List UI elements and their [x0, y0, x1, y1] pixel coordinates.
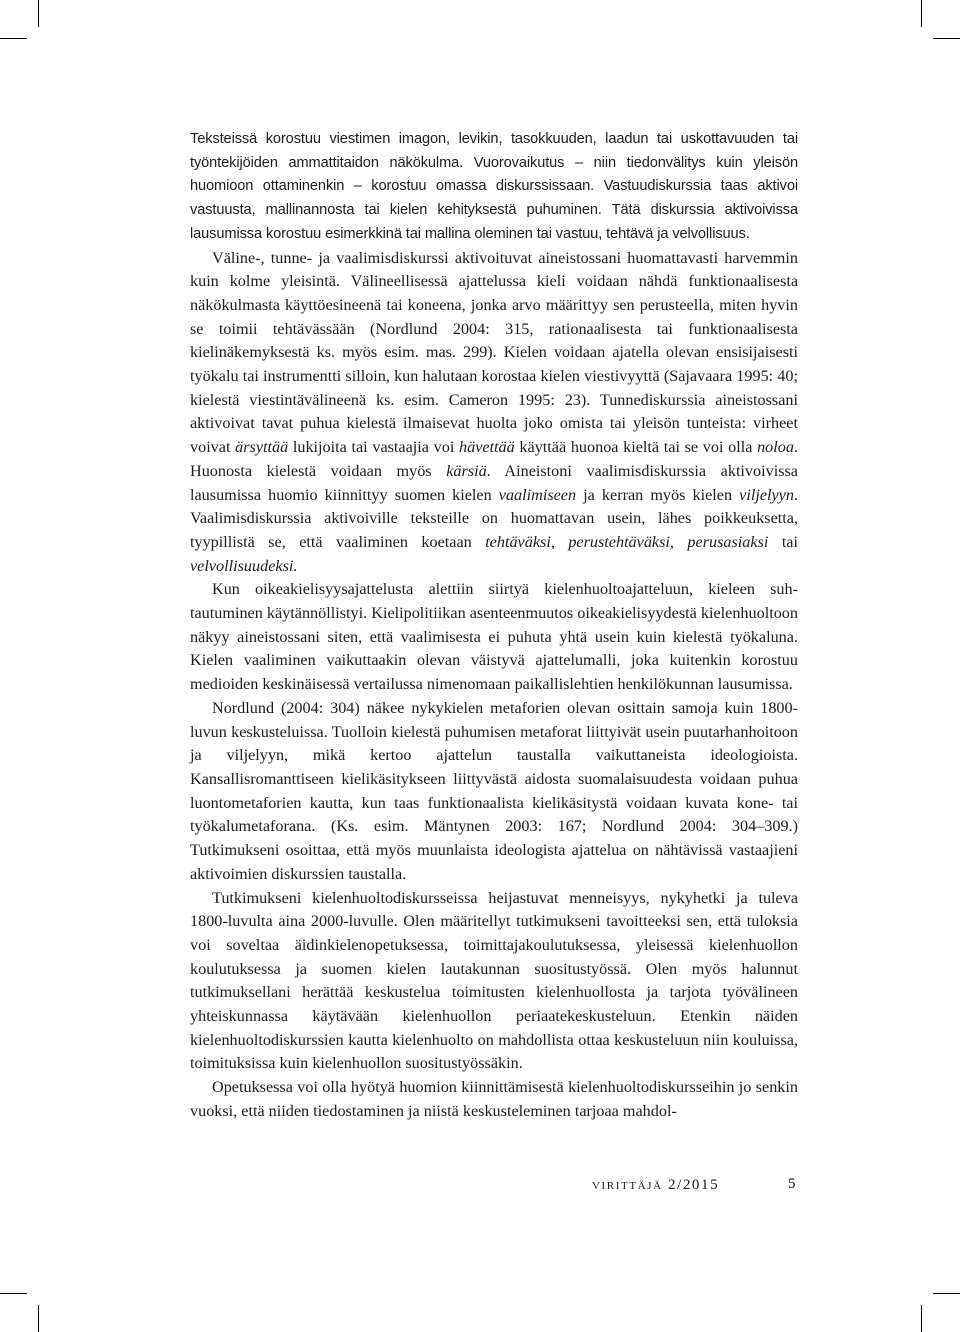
page-number: 5	[788, 1176, 796, 1192]
crop-mark-top-right-h	[933, 38, 960, 39]
italic-text: hävettää	[459, 438, 515, 457]
text-run: käyttää huonoa kieltä tai se voi olla	[514, 438, 758, 457]
crop-mark-bottom-right-h	[933, 1293, 960, 1294]
italic-text: kärsiä	[446, 461, 487, 480]
text-run: Nordlund (2004: 304) näkee nykykielen metaforien olevan osittain samoja kuin 1800-luvun keskusteluissa. Tuolloin kielestä puhumisen metaforat liittyivät usein puutarhanhoitoon ja viljelyyn, mikä kertoo ajattelun taustalla vaikuttaneista ideologioista. Kansallisromanttiseen kielikäsitykseen liittyvästä aidosta suomalaisuudesta voidaan puhua luontometaforien kautta, kun taas funktionaalista kielikäsitystä voidaan kuvata kone- tai työkalumetaforana. (Ks. esim. Mäntynen 2003: 167; Nordlund 2004: 304–309.) Tutkimukseni osoittaa, että myös muunlaista ideologista ajattelua on nähtävissä vastaajieni aktivoimien diskurssien taustalla.	[190, 698, 798, 883]
text-run: Opetuksessa voi olla hyötyä huomion kiinnittämisestä kielenhuoltodiskursseihin jo senkin vuoksi, että niiden tiedostaminen ja niistä keskusteleminen tarjoaa mahdol-	[190, 1078, 798, 1120]
journal-name: virittäjä 2/2015	[592, 1177, 720, 1193]
text-run: . Vaalimisdiskurssia aktivoiville teksteille on huomattavan usein, lähes poikkeuksetta, tyypillistä se, että vaaliminen koetaan	[190, 485, 799, 551]
body-text	[190, 128, 798, 1124]
text-run: Kun oikeakielisyysajattelusta alettiin siirtyä kielenhuoltoajatteluun, kieleen suhtautuminen käytännöllistyi. Kielipolitiikan asenteenmuutos oikeakielisyydestä kielenhuoltoon näkyy aineistossani siten, että vaalimisesta ei puhuta yhtä usein kuin kielestä työkaluna. Kielen vaaliminen vaikuttaakin olevan väistyvä ajattelumalli, joka kuitenkin korostuu medioiden keskinäisessä vertailussa nimenomaan paikallislehtien henkilökunnan lausumissa.	[190, 580, 798, 694]
crop-mark-bottom-left-h	[0, 1293, 27, 1294]
paragraph	[190, 578, 798, 697]
italic-text: velvollisuudeksi.	[190, 556, 298, 575]
text-run: lukijoita tai vastaajia voi	[288, 438, 459, 457]
crop-mark-top-right-v	[921, 0, 922, 27]
italic-text: tehtäväksi, perustehtäväksi, perusasiaksi	[485, 532, 769, 551]
text-run: tai	[768, 532, 798, 551]
italic-text: noloa	[757, 438, 794, 457]
paragraph	[190, 128, 798, 247]
text-run: Tutkimukseni kielenhuoltodiskursseissa heijastuvat menneisyys, nykyhetki ja tuleva 1800-luvulta aina 2000-luvulle. Olen määritellyt tutkimukseni tavoitteeksi sen, että tuloksia voi soveltaa äidinkielenopetuksessa, toimittajakoulutuksessa, yleisessä kielenhuollon koulutuksessa ja suomen kielen lautakunnan suositustyössä. Olen myös halunnut tutkimuksellani herättää keskustelua toimitusten kielenhuollosta ja tarjota työvälineen yhteiskunnassa käytävään kielenhuollon periaatekeskusteluun. Etenkin näiden kielenhuoltodiskurssien kautta kielenhuolto on mahdollista ottaa keskusteluun niin kouluissa, toimituksissa kuin kielenhuollon suositustyössäkin.	[190, 888, 798, 1073]
paragraph	[190, 887, 798, 1077]
italic-text: viljelyyn	[739, 485, 794, 504]
text-run: . Huonosta kielestä voidaan myös	[190, 438, 798, 480]
crop-mark-top-left-v	[38, 0, 39, 27]
paragraph	[190, 247, 798, 579]
paragraph	[190, 1076, 798, 1123]
text-run: . Aineistoni vaalimisdiskurssia aktivoivissa lausumissa huomio kiinnittyy suomen kielen	[190, 461, 798, 504]
crop-mark-top-left-h	[0, 38, 27, 39]
crop-mark-bottom-left-v	[38, 1305, 39, 1332]
crop-mark-bottom-right-v	[921, 1305, 922, 1332]
text-run: ja kerran myös kielen	[576, 485, 740, 504]
italic-text: ärsyttää	[235, 438, 289, 457]
paragraph	[190, 697, 798, 887]
text-run: Väline-, tunne- ja vaalimisdiskurssi aktivoituvat aineistossani huomattavasti harvemmin kuin kolme yleisintä. Välineellisessä ajattelussa kieli voidaan nähdä funktionaalisesta näkökulmasta käyttöesineenä tai koneena, jonka arvo määrittyy sen perusteella, miten hyvin se toimii tehtävässään (Nordlund 2004: 315, rationaalisesta tai funktionaalisesta kielinäkemyksestä ks. myös esim. mas. 299). Kielen voidaan ajatella olevan ensisijaisesti työkalu tai instrumentti silloin, kun halutaan korostaa kielen viestivyyttä (Sajavaara 1995: 40; kielestä viestintävälineenä ks. esim. Cameron 1995: 23). Tunnediskurssia aineistossani aktivoivat tavat puhua kielestä ilmaisevat huolta joko omista tai yleisön tunteista: virheet voivat	[190, 248, 798, 457]
text-run: Teksteissä korostuu viestimen imagon, levikin, tasokkuuden, laadun tai uskottavuuden tai työntekijöiden ammattitaidon näkökulma. Vuorovaikutus – niin tiedonvälitys kuin yleisön huomioon ottaminenkin – korostuu omassa diskurssissaan. Vastuudiskurssia taas aktivoi vastuusta, mallinannosta tai kielen kehityksestä puhuminen. Tätä diskurssia aktivoivissa lausumissa korostuu esimerkkinä tai mallina oleminen tai vastuu, tehtävä ja velvollisuus.	[190, 131, 798, 242]
italic-text: vaalimiseen	[498, 485, 577, 504]
